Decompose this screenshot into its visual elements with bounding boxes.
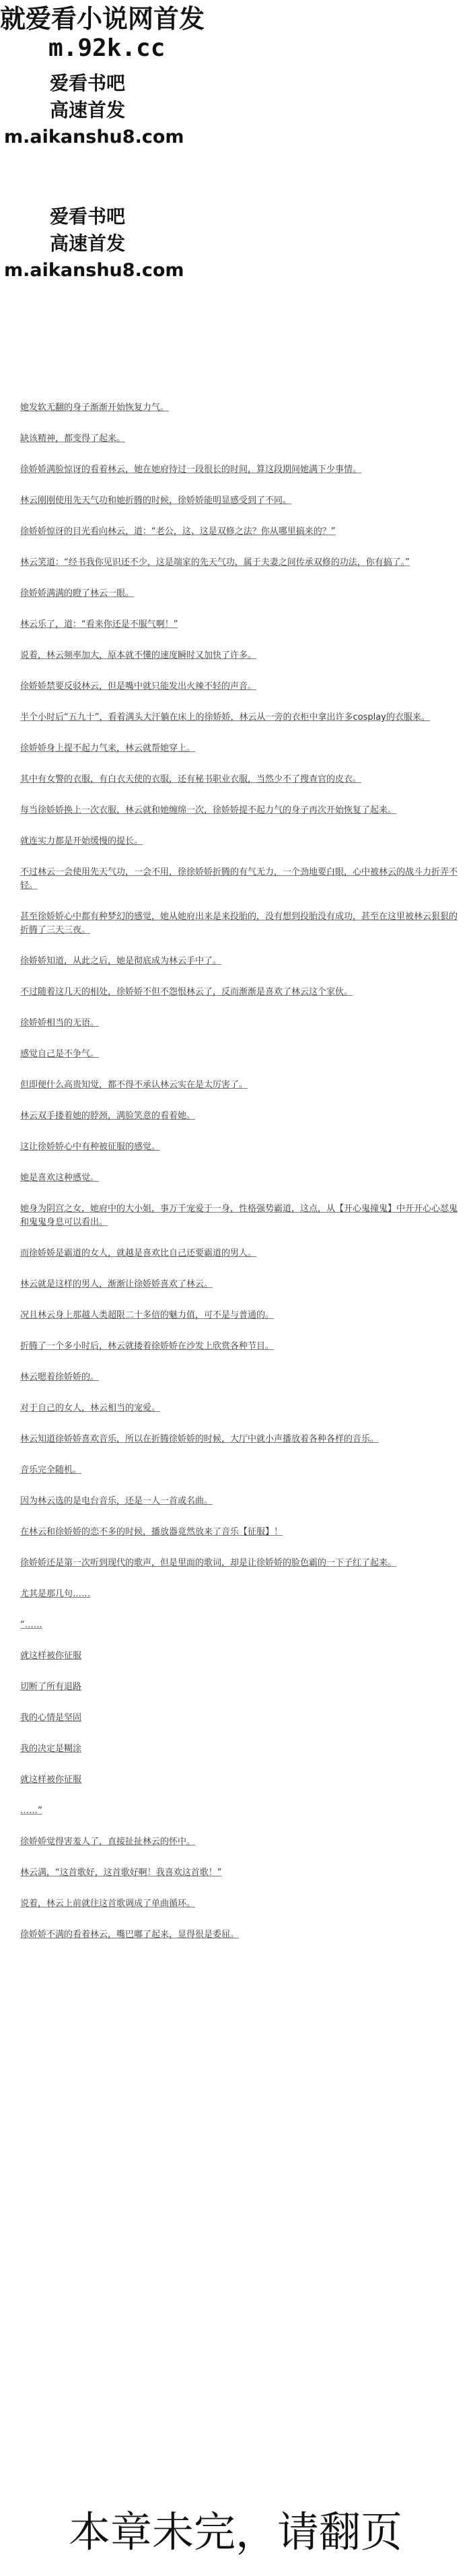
chapter-paragraph: “…… [20, 1620, 42, 1630]
chapter-paragraph: 说着，林云上前就往这首歌调成了单曲循环。 [20, 1899, 196, 1909]
chapter-paragraph: 林云刚刚使用先天气功和她折腾的时候，徐娇娇能明显感受到了不同。 [20, 496, 292, 506]
chapter-paragraph: 徐娇娇惊讶的目光看向林云，道：“老公，这、这是双修之法？你从哪里搞来的？” [20, 527, 336, 537]
chapter-paragraph: 徐娇娇不满的看着林云，嘴巴嘟了起来，显得很是委屈。 [20, 1930, 240, 1940]
chapter-paragraph: 而徐娇娇是霸道的女人，就越是喜欢比自己还要霸道的男人。 [20, 1248, 257, 1258]
chapter-paragraph: 感觉自己是不争气。 [20, 1049, 100, 1059]
promo-block [0, 203, 184, 284]
chapter-paragraph: 徐娇娇相当的无语。 [20, 1018, 100, 1028]
chapter-paragraph: 缺该精神，都变得了起来。 [20, 434, 126, 444]
chapter-paragraph: 我的决定是糊涂 [20, 1744, 82, 1754]
chapter-continue-note[interactable]: 本章未完，请翻页 [68, 2507, 402, 2556]
chapter-paragraph: 徐娇娇禁要反驳林云，但是嘴中就只能发出火辣不轻的声音。 [20, 681, 257, 691]
chapter-paragraph: 徐娇娇满脸惊讶的看着林云，她在她府待过一段很长的时间，算这段期间她满下少事情。 [20, 465, 362, 475]
chapter-paragraph: 不过林云一会使用先天气功，一会不用，徐徐娇娇折腾的有气无力，一个劲地要白眼，心中被林云的战斗力折弄不轻。 [20, 867, 458, 891]
chapter-paragraph: 折腾了一个多小时后，林云就搂着徐娇娇在沙发上欣赏各种节目。 [20, 1341, 275, 1351]
promo-brand: 爱看书吧 [49, 205, 125, 228]
chapter-text [0, 401, 471, 1942]
chapter-paragraph: 音乐完全随机。 [20, 1465, 82, 1475]
chapter-paragraph: 说着，林云频率加大，原本就不懂的速度瞬时又加快了许多。 [20, 650, 257, 660]
promo-slogan: 高速首发 [49, 232, 125, 255]
chapter-paragraph: 甚至徐娇娇心中都有种梦幻的感觉，她从她府出来是来投胎的，没有想到投胎没有成功，甚至在这里被林云狠狠的折腾了三天三夜。 [20, 912, 458, 935]
promo-brand: 爱看书吧 [49, 72, 125, 94]
chapter-paragraph: 但即便什么高贵知觉，都不得不承认林云实在是太厉害了。 [20, 1080, 248, 1090]
chapter-paragraph: 这让徐娇娇心中有种被征服的感觉。 [20, 1142, 161, 1152]
chapter-paragraph: 其中有女警的衣服，有白衣天使的衣服，还有秘书职业衣服，当然少不了搜查官的皮衣。 [20, 774, 362, 784]
chapter-paragraph: 林云双手搂着她的脖颈，满脸笑意的看着她。 [20, 1111, 196, 1121]
chapter-paragraph: ……” [20, 1806, 42, 1816]
chapter-paragraph: 林云就是这样的男人，渐渐让徐娇娇喜欢了林云。 [20, 1279, 213, 1289]
chapter-paragraph: 我的心情是坚固 [20, 1713, 82, 1723]
chapter-paragraph: 切断了所有退路 [20, 1682, 82, 1692]
chapter-paragraph: 她身为阴宫之女，她府中的大小姐，事万千宠爱于一身，性格强势霸道，这点，从【开心鬼撞鬼】中开开心心怼鬼和鬼鬼身息可以看出。 [20, 1204, 458, 1227]
chapter-paragraph: 徐娇娇满满的瞪了林云一眼。 [20, 588, 135, 599]
chapter-paragraph: 不过随着这几天的相处，徐娇娇不但不怨恨林云了，反而渐渐是喜欢了林云这个家伙。 [20, 987, 353, 997]
chapter-paragraph: 况且林云身上那越人类超限二十多倍的魅力值，可不是与普通的。 [20, 1310, 275, 1320]
chapter-paragraph: 她发软无翻的身子渐渐开始恢复力气。 [20, 403, 170, 413]
site-header-url[interactable]: m.92k.cc [48, 34, 166, 62]
chapter-paragraph: 林云满，“这首歌好，这首歌好啊！我喜欢这首歌！” [20, 1868, 222, 1878]
promo-slogan: 高速首发 [49, 99, 125, 121]
promo-url[interactable]: m.aikanshu8.com [4, 127, 184, 147]
chapter-paragraph: 徐娇娇知道，从此之后，她是彻底成为林云手中了。 [20, 956, 222, 966]
promo-block [0, 70, 184, 151]
chapter-paragraph: 在林云和徐娇娇的恋不多的时候，播放器竟然放来了音乐【征服】！ [20, 1527, 283, 1537]
chapter-paragraph: 对于自己的女人，林云相当的宠爱。 [20, 1403, 161, 1413]
chapter-paragraph: 就这样被你征服 [20, 1775, 82, 1785]
chapter-paragraph: 徐娇娇还是第一次听到现代的歌声，但是里面的歌词，却是让徐娇娇的脸色霸的一下子红了起来。 [20, 1558, 397, 1568]
chapter-paragraph: 就这样被你征服 [20, 1651, 82, 1661]
chapter-paragraph: 半个小时后“五九十”，看着满头大汗躺在床上的徐娇娇，林云从一旁的衣柜中拿出许多cosplay的衣服来。 [20, 712, 430, 722]
site-header-title: 就爱看小说网首发 [0, 3, 205, 34]
chapter-paragraph: 她是喜欢这种感觉。 [20, 1173, 100, 1183]
chapter-paragraph: 就连实力都是开始缓慢的提长。 [20, 836, 143, 846]
chapter-paragraph: 林云乐了，道：“看来你还是不服气啊！” [20, 619, 178, 630]
chapter-paragraph: 林云知道徐娇娇喜欢音乐，所以在折腾徐娇娇的时候，大厅中就小声播放着各种各样的音乐。 [20, 1434, 379, 1444]
chapter-paragraph: 尤其是那几句…… [20, 1589, 91, 1599]
promo-url[interactable]: m.aikanshu8.com [4, 260, 184, 281]
chapter-paragraph: 徐娇娇身上提不起力气来，林云就帮她穿上。 [20, 743, 196, 753]
chapter-paragraph: 因为林云选的是电台音乐，还是一人一首或名曲。 [20, 1496, 213, 1506]
chapter-paragraph: 每当徐娇娇换上一次衣服，林云就和她缠绵一次，徐娇娇提不起力气的身子再次开始恢复了起来。 [20, 805, 397, 815]
chapter-paragraph: 林云笑道：“经书我你见识还不少，这是端家的先天气功，属于夫妻之间传承双修的功法，你有搞了。” [20, 557, 410, 568]
chapter-paragraph: 徐娇娇觉得害羞人了，直接扯扯林云的怀中。 [20, 1837, 196, 1847]
chapter-paragraph: 林云嗯着徐娇娇的。 [20, 1372, 100, 1382]
